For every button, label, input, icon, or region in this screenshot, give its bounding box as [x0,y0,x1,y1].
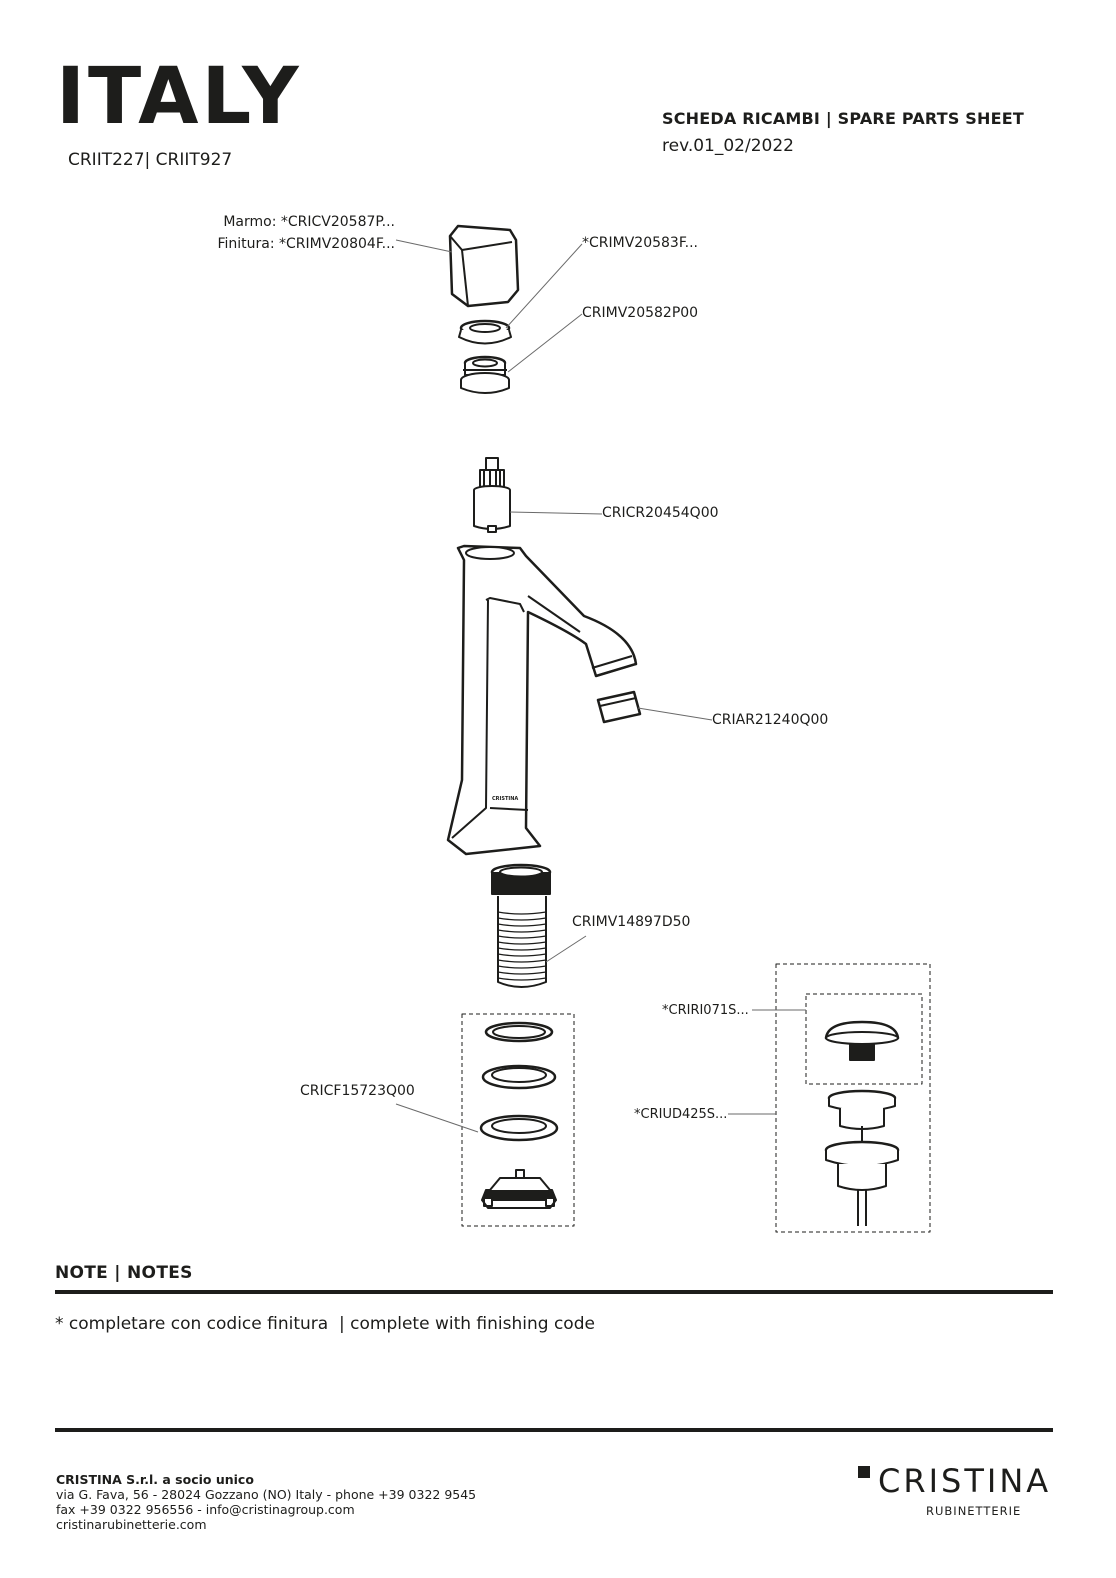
ring-drawing [459,321,511,344]
company-name: CRISTINA S.r.l. a socio unico [56,1472,254,1487]
nut-drawing [461,357,509,393]
logo-subtitle: RUBINETTERIE [926,1504,1022,1518]
sheet-title: SCHEDA RICAMBI | SPARE PARTS SHEET [662,109,1024,128]
footer-divider [55,1428,1053,1432]
notes-divider [55,1290,1053,1294]
company-contact: fax +39 0322 956556 - info@cristinagroup.com [56,1502,355,1517]
body-logo: CRISTINA [492,796,519,802]
leader-lines [396,240,806,1132]
revision: rev.01_02/2022 [662,136,794,156]
logo-wordmark: CRISTINA [878,1462,1052,1500]
logo-square-icon [858,1466,870,1478]
notes-title: NOTE | NOTES [55,1263,193,1283]
company-website: cristinarubinetterie.com [56,1517,207,1532]
handle-drawing [450,226,518,306]
cartridge-drawing [474,458,510,532]
waste-body-drawing [826,1091,898,1226]
footer-address-block [56,1472,476,1532]
label-waste-cap: *CRIRI071S... [662,1003,749,1018]
notes-text: * completare con codice finitura | complete with finishing code [55,1314,595,1334]
label-handle-finish: Finitura: *CRIMV20804F... [217,236,395,252]
label-nut: CRIMV20582P00 [582,305,699,321]
label-aerator: CRIAR21240Q00 [712,712,829,728]
label-cartridge: CRICR20454Q00 [602,505,719,521]
waste-cap-drawing [826,1022,898,1060]
label-ring: *CRIMV20583F... [582,235,698,251]
fixing-kit-drawing [481,1023,557,1208]
aerator-drawing [598,692,640,722]
label-fixing-kit: CRICF15723Q00 [300,1083,415,1099]
model-codes: CRIIT227| CRIIT927 [68,150,233,170]
label-handle-marble: Marmo: *CRICV20587P... [223,214,395,230]
product-title: ITALY [56,52,302,142]
label-waste: *CRIUD425S... [634,1107,728,1122]
company-address: via G. Fava, 56 - 28024 Gozzano (NO) Italy - phone +39 0322 9545 [56,1487,477,1502]
label-shank: CRIMV14897D50 [572,914,691,930]
